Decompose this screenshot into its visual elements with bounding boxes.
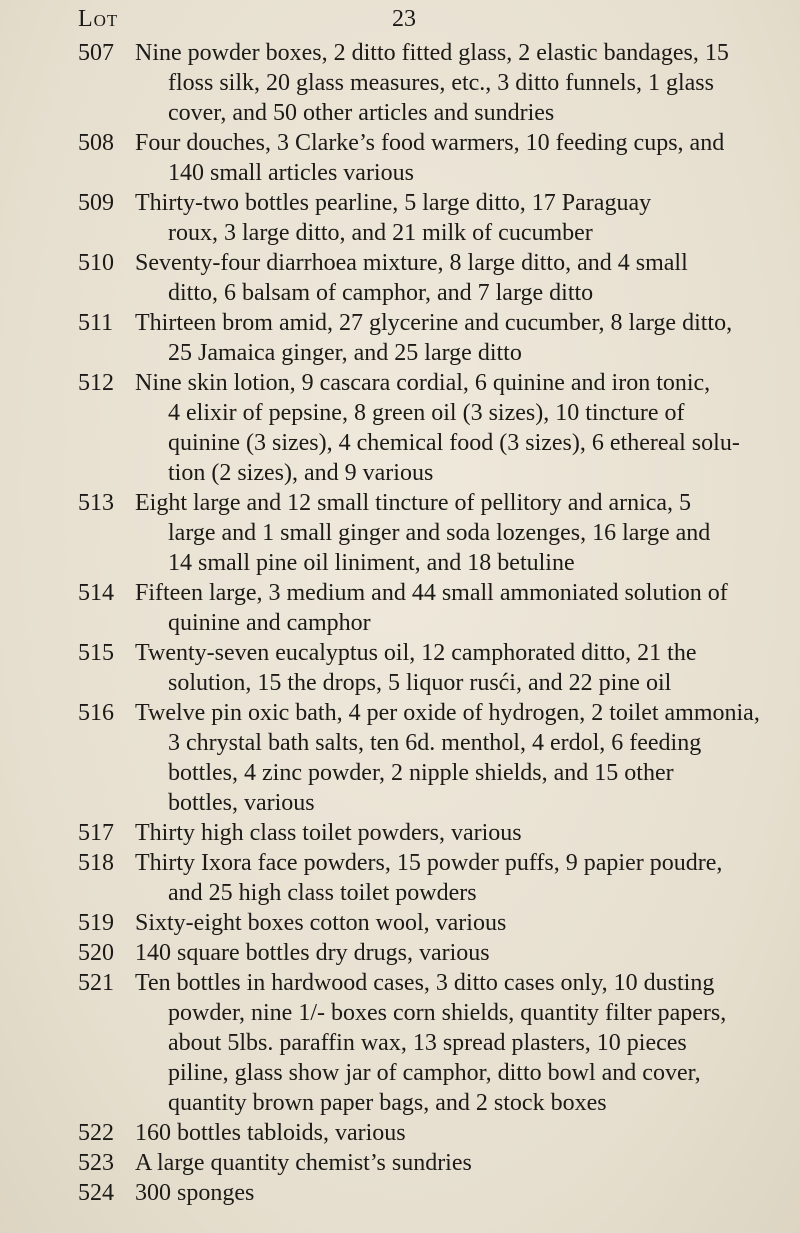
page-header [0,6,800,42]
lot-number: 520 [78,940,114,966]
lot-number: 518 [78,850,114,876]
lot-entry [0,488,800,578]
description-line: Twenty-seven eucalyptus oil, 12 camphorated ditto, 21 the [135,640,697,666]
description-line: Sixty-eight boxes cotton wool, various [135,910,507,936]
lot-number: 510 [78,250,114,276]
lot-entry [0,308,800,368]
lot-description [135,248,780,308]
description-line: Thirty Ixora face powders, 15 powder puffs, 9 papier poudre, [135,850,723,876]
description-line: Nine skin lotion, 9 cascara cordial, 6 quinine and iron tonic, [135,370,711,396]
lot-description [135,38,780,128]
description-line: quinine (3 sizes), 4 chemical food (3 sizes), 6 ethereal solu- [168,430,740,456]
description-line: solution, 15 the drops, 5 liquor rusći, and 22 pine oil [168,670,672,696]
description-line: 14 small pine oil liniment, and 18 betuline [168,550,575,576]
lot-description [135,908,780,938]
description-line: 160 bottles tabloids, various [135,1120,406,1146]
description-line: and 25 high class toilet powders [168,880,477,906]
lot-entry [0,128,800,188]
description-line: about 5lbs. paraffin wax, 13 spread plasters, 10 pieces [168,1030,687,1056]
description-line: A large quantity chemist’s sundries [135,1150,472,1176]
lot-entry [0,818,800,848]
description-line: Seventy-four diarrhoea mixture, 8 large ditto, and 4 small [135,250,688,276]
lot-description [135,818,780,848]
description-line: Ten bottles in hardwood cases, 3 ditto cases only, 10 dusting [135,970,715,996]
description-line: Eight large and 12 small tincture of pellitory and arnica, 5 [135,490,692,516]
lot-description [135,128,780,188]
lot-entry [0,848,800,908]
lot-entry [0,968,800,1118]
description-line: ditto, 6 balsam of camphor, and 7 large ditto [168,280,594,306]
lot-entry [0,188,800,248]
lot-entry [0,1118,800,1148]
lot-description [135,968,780,1118]
lot-number: 521 [78,970,114,996]
lot-number: 508 [78,130,114,156]
description-line: bottles, 4 zinc powder, 2 nipple shields, and 15 other [168,760,674,786]
lot-number: 522 [78,1120,114,1146]
lot-number: 514 [78,580,114,606]
description-line: 3 chrystal bath salts, ten 6d. menthol, 4 erdol, 6 feeding [168,730,702,756]
description-line: 4 elixir of pepsine, 8 green oil (3 sizes), 10 tincture of [168,400,685,426]
description-line: Fifteen large, 3 medium and 44 small ammoniated solution of [135,580,728,606]
lot-entry [0,1178,800,1208]
lot-entry [0,638,800,698]
lot-entry [0,368,800,488]
description-line: 140 square bottles dry drugs, various [135,940,490,966]
description-line: quantity brown paper bags, and 2 stock boxes [168,1090,607,1116]
lot-entry [0,908,800,938]
description-line: piline, glass show jar of camphor, ditto bowl and cover, [168,1060,701,1086]
description-line: bottles, various [168,790,315,816]
description-line: Thirty high class toilet powders, various [135,820,522,846]
description-line: roux, 3 large ditto, and 21 milk of cucumber [168,220,593,246]
description-line: 25 Jamaica ginger, and 25 large ditto [168,340,522,366]
lot-entry [0,578,800,638]
description-line: Thirteen brom amid, 27 glycerine and cucumber, 8 large ditto, [135,310,733,336]
description-line: Thirty-two bottles pearline, 5 large ditto, 17 Paraguay [135,190,652,216]
description-line: Twelve pin oxic bath, 4 per oxide of hydrogen, 2 toilet ammonia, [135,700,760,726]
lot-number: 511 [78,310,114,336]
lot-entry [0,248,800,308]
lot-description [135,188,780,248]
lot-entry [0,38,800,128]
description-line: floss silk, 20 glass measures, etc., 3 ditto funnels, 1 glass [168,70,714,96]
lot-description [135,938,780,968]
lot-description [135,698,780,818]
description-line: tion (2 sizes), and 9 various [168,460,434,486]
description-line: 140 small articles various [168,160,414,186]
description-line: Nine powder boxes, 2 ditto fitted glass, 2 elastic bandages, 15 [135,40,729,66]
lot-description [135,1148,780,1178]
lot-number: 509 [78,190,114,216]
lot-number: 507 [78,40,114,66]
lot-list [0,38,800,1208]
lot-description [135,1118,780,1148]
lot-description [135,308,780,368]
description-line: large and 1 small ginger and soda lozenges, 16 large and [168,520,711,546]
description-line: Four douches, 3 Clarke’s food warmers, 10 feeding cups, and [135,130,725,156]
lot-number: 524 [78,1180,114,1206]
lot-number: 515 [78,640,114,666]
lot-number: 513 [78,490,114,516]
lot-column-heading: Lot [78,6,119,32]
lot-number: 512 [78,370,114,396]
lot-number: 523 [78,1150,114,1176]
lot-description [135,638,780,698]
lot-number: 517 [78,820,114,846]
description-line: quinine and camphor [168,610,371,636]
lot-number: 516 [78,700,114,726]
lot-entry [0,938,800,968]
description-line: powder, nine 1/- boxes corn shields, quantity filter papers, [168,1000,727,1026]
description-line: cover, and 50 other articles and sundries [168,100,555,126]
lot-description [135,1178,780,1208]
lot-number: 519 [78,910,114,936]
lot-description [135,578,780,638]
lot-description [135,848,780,908]
lot-description [135,368,780,488]
lot-entry [0,1148,800,1178]
description-line: 300 sponges [135,1180,255,1206]
page-number: 23 [392,6,416,32]
lot-entry [0,698,800,818]
lot-description [135,488,780,578]
